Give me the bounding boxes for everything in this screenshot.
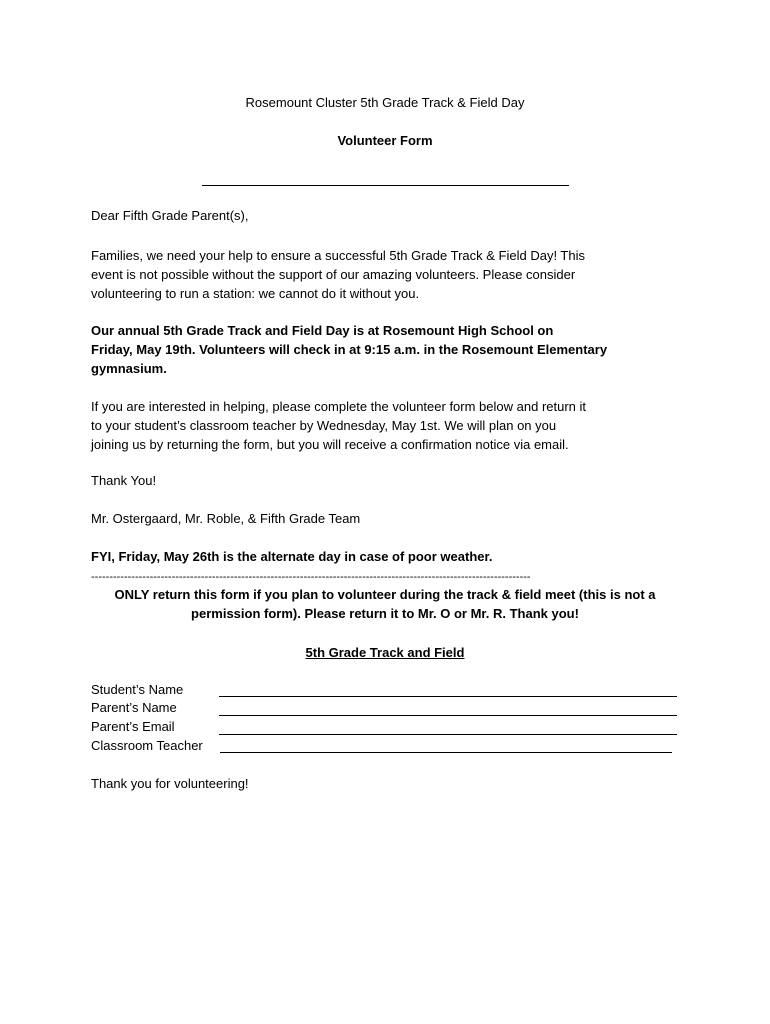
parent-name-label: Parent’s Name — [91, 700, 177, 715]
closing-text: Thank you for volunteering! — [91, 776, 249, 791]
parent-email-field[interactable] — [219, 734, 677, 735]
paragraph-line: Our annual 5th Grade Track and Field Day is at Rosemount High School on — [91, 323, 554, 338]
salutation: Dear Fifth Grade Parent(s), — [91, 208, 249, 223]
paragraph-line: If you are interested in helping, please complete the volunteer form below and return it — [91, 399, 587, 414]
paragraph-line: joining us by returning the form, but you will receive a confirmation notice via email. — [91, 437, 569, 452]
return-notice-line2: permission form). Please return it to Mr. O or Mr. R. Thank you! — [191, 606, 579, 621]
classroom-teacher-field[interactable] — [220, 752, 672, 753]
page-title: Rosemount Cluster 5th Grade Track & Field Day — [245, 95, 525, 110]
title-divider — [202, 185, 569, 186]
thank-you-text: Thank You! — [91, 473, 157, 488]
paragraph-line: event is not possible without the support of our amazing volunteers. Please consider — [91, 267, 576, 282]
paragraph-line: Families, we need your help to ensure a successful 5th Grade Track & Field Day! This — [91, 248, 585, 263]
classroom-teacher-label: Classroom Teacher — [91, 738, 203, 753]
fyi-note: FYI, Friday, May 26th is the alternate day in case of poor weather. — [91, 549, 493, 564]
signature-text: Mr. Ostergaard, Mr. Roble, & Fifth Grade Team — [91, 511, 361, 526]
cut-line: ------------------------------------------------------------------------------------------------------------------------ — [91, 571, 531, 583]
parent-name-field[interactable] — [219, 715, 677, 716]
paragraph-line: to your student’s classroom teacher by Wednesday, May 1st. We will plan on you — [91, 418, 557, 433]
form-heading: 5th Grade Track and Field — [305, 645, 465, 660]
form-subtitle: Volunteer Form — [337, 133, 433, 148]
instructions-paragraph — [91, 397, 651, 454]
paragraph-line: gymnasium. — [91, 361, 167, 376]
paragraph-line: Friday, May 19th. Volunteers will check in at 9:15 a.m. in the Rosemount Elementary — [91, 342, 608, 357]
paragraph-line: volunteering to run a station: we cannot do it without you. — [91, 286, 420, 301]
intro-paragraph — [91, 246, 651, 303]
parent-email-label: Parent’s Email — [91, 719, 175, 734]
student-name-field[interactable] — [219, 696, 677, 697]
event-details-paragraph — [91, 321, 651, 378]
student-name-label: Student’s Name — [91, 682, 184, 697]
return-notice-line1: ONLY return this form if you plan to volunteer during the track & field meet (this is not a — [114, 587, 656, 602]
